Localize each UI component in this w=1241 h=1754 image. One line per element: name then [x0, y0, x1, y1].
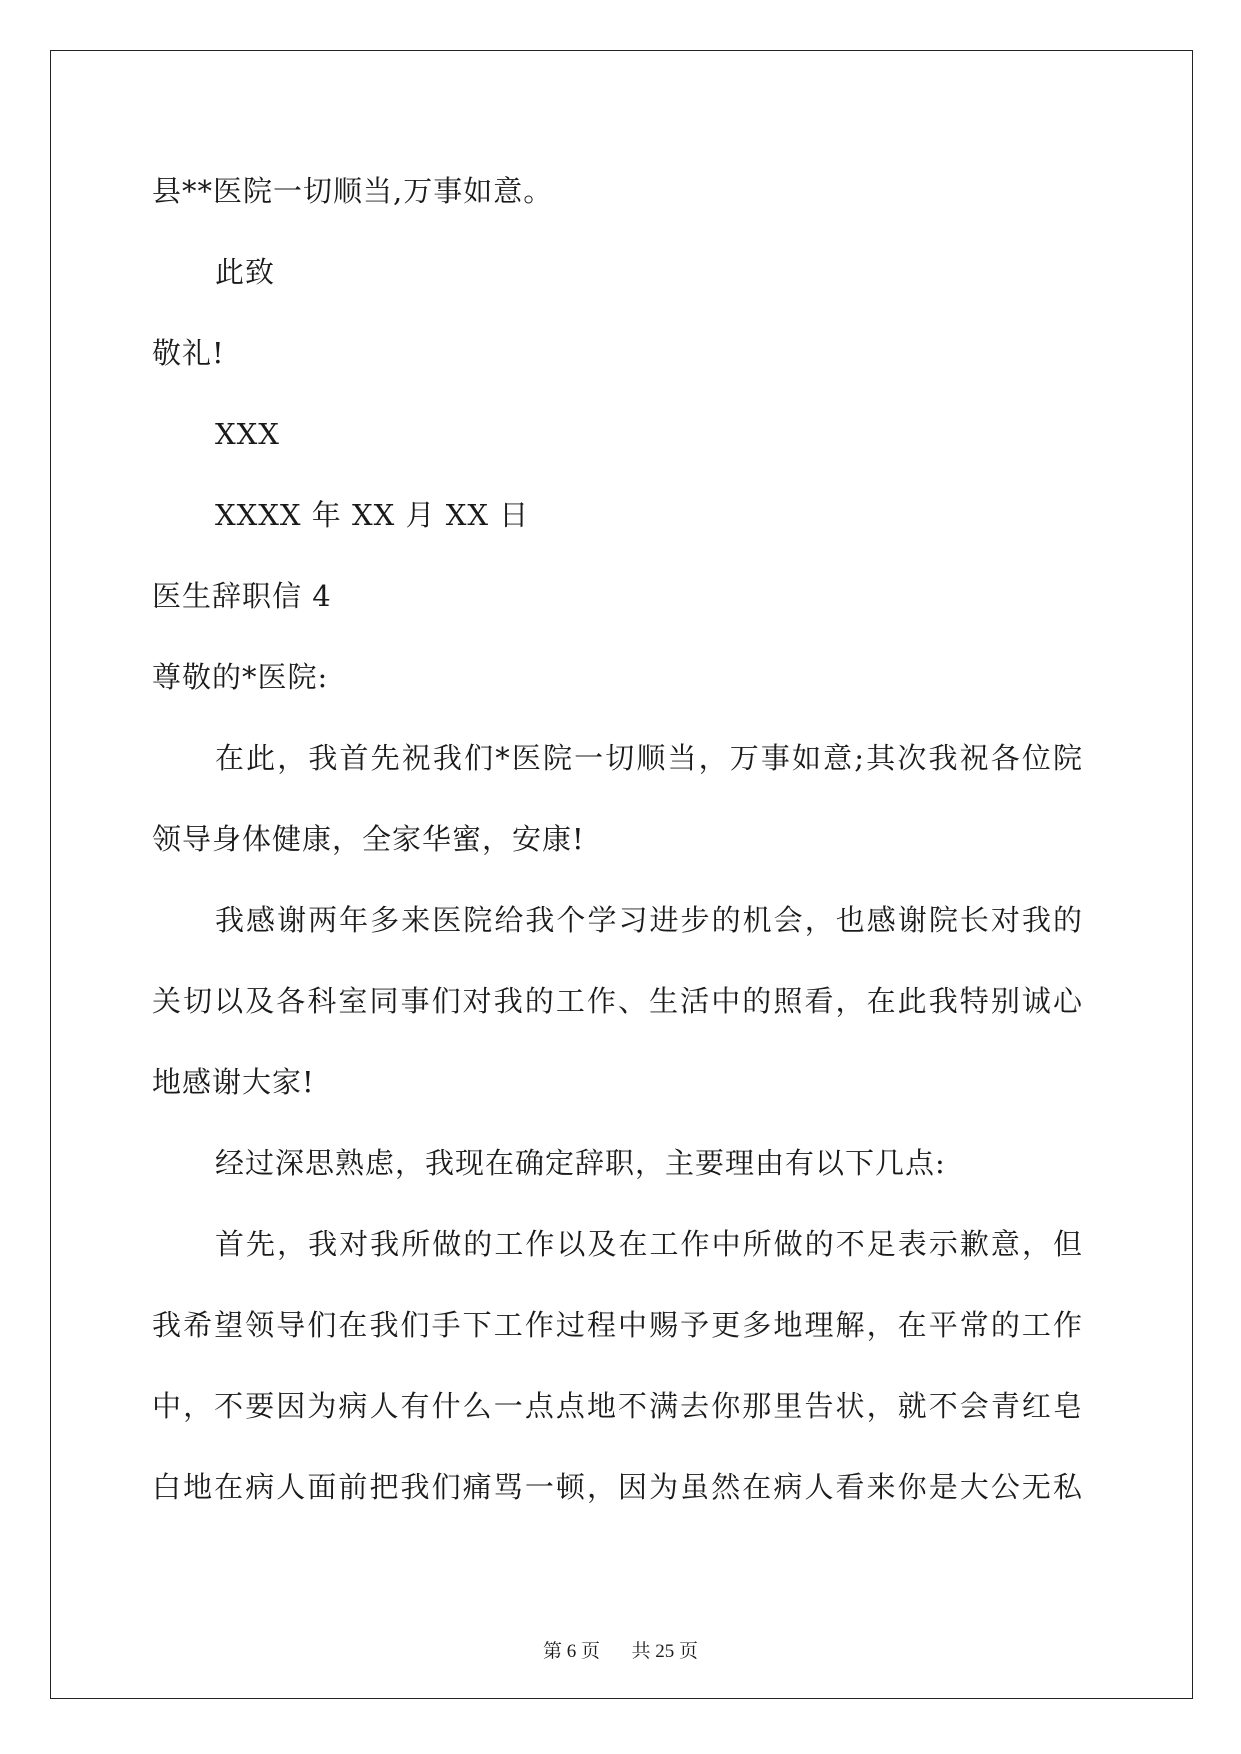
letter-greeting: 尊敬的*医院: [152, 660, 329, 694]
paragraph-line: 我希望领导们在我们手下工作过程中赐予更多地理解，在平常的工作 [152, 1308, 1082, 1342]
closing-salutation: 此致 [215, 255, 276, 289]
signature-date: XXXX 年 XX 月 XX 日 [215, 498, 530, 532]
paragraph-line: 在此，我首先祝我们*医院一切顺当，万事如意;其次我祝各位院 [215, 741, 1082, 775]
page-total: 共 25 页 [631, 1641, 699, 1662]
paragraph-line: 白地在病人面前把我们痛骂一顿，因为虽然在病人看来你是大公无私 [152, 1470, 1082, 1504]
paragraph-line: 关切以及各科室同事们对我的工作、生活中的照看，在此我特别诚心 [152, 984, 1082, 1018]
paragraph-line: 我感谢两年多来医院给我个学习进步的机会，也感谢院长对我的 [215, 903, 1082, 937]
paragraph-line: 领导身体健康，全家华蜜，安康! [152, 822, 585, 856]
page-border [50, 50, 1193, 1699]
paragraph-line: 首先，我对我所做的工作以及在工作中所做的不足表示歉意，但 [215, 1227, 1082, 1261]
section-title: 医生辞职信 4 [152, 579, 332, 613]
text-line-1: 县**医院一切顺当,万事如意。 [152, 174, 554, 208]
page-number: 第 6 页 [542, 1641, 600, 1662]
paragraph-line: 经过深思熟虑，我现在确定辞职，主要理由有以下几点: [215, 1146, 946, 1180]
paragraph-line: 中，不要因为病人有什么一点点地不满去你那里告状，就不会青红皂 [152, 1389, 1082, 1423]
paragraph-line: 地感谢大家! [152, 1065, 315, 1099]
closing-respect: 敬礼! [152, 336, 225, 370]
page-footer [0, 1640, 1241, 1664]
signature-name: XXX [215, 417, 280, 451]
